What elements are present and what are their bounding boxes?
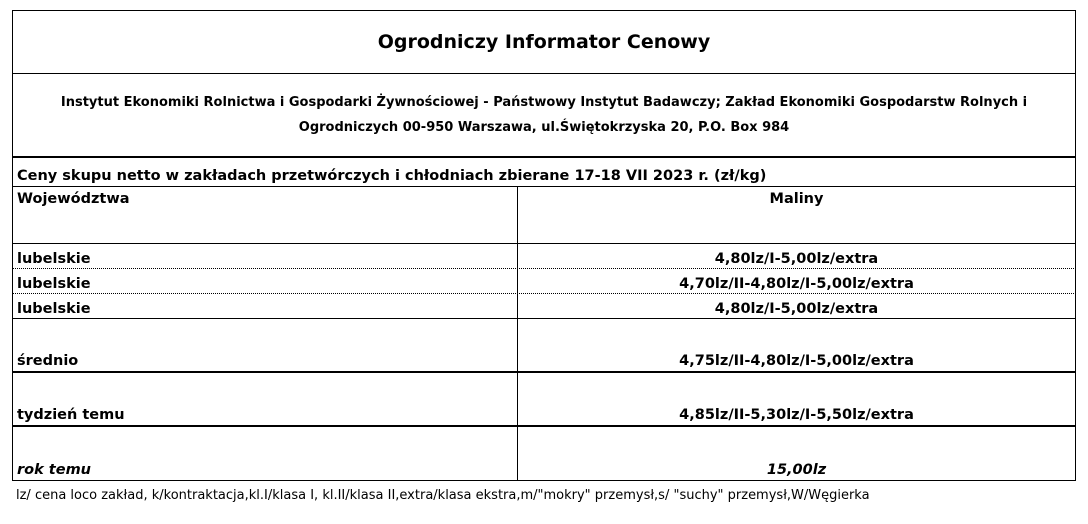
institute-line-2: Ogrodniczych 00-950 Warszawa, ul.Świętokrzyska 20, P.O. Box 984: [298, 120, 790, 135]
price-text: 4,80lz/I-5,00lz/extra: [714, 301, 879, 317]
table-row: [12, 269, 1076, 294]
region-text: lubelskie: [17, 276, 91, 292]
summary-label-cell: [13, 319, 518, 371]
summary-row-last-year: [12, 427, 1076, 481]
table-header-row: [12, 187, 1076, 244]
summary-price: 4,85lz/II-5,30lz/I-5,50lz/extra: [679, 407, 914, 423]
table-row: [12, 294, 1076, 319]
summary-row-last-week: [12, 373, 1076, 427]
region-text: lubelskie: [17, 301, 91, 317]
summary-price: 15,00lz: [766, 462, 827, 478]
summary-label: średnio: [17, 353, 79, 369]
price-cell: [518, 294, 1075, 318]
institute-info: [12, 74, 1076, 158]
region-text: lubelskie: [17, 251, 91, 267]
header-product: [518, 187, 1075, 243]
price-text: 4,70lz/II-4,80lz/I-5,00lz/extra: [679, 276, 914, 292]
institute-line-1: Instytut Ekonomiki Rolnictwa i Gospodarki Żywnościowej - Państwowy Instytut Badawczy; Zakład Ekonomiki Gospodarstw Rolnych i: [60, 95, 1028, 110]
price-text: 4,80lz/I-5,00lz/extra: [714, 251, 879, 267]
report-title: [12, 10, 1076, 74]
price-cell: [518, 269, 1075, 293]
table-row: [12, 244, 1076, 269]
summary-price: 4,75lz/II-4,80lz/I-5,00lz/extra: [679, 353, 914, 369]
summary-price-cell: [518, 319, 1075, 371]
summary-label: rok temu: [17, 462, 92, 478]
summary-label-cell: [13, 373, 518, 425]
summary-label: tydzień temu: [17, 407, 125, 423]
summary-row-average: [12, 319, 1076, 373]
table-caption-text: Ceny skupu netto w zakładach przetwórczych i chłodniach zbierane 17-18 VII 2023 r. (zł/kg): [17, 168, 767, 184]
region-cell: [13, 244, 518, 268]
summary-price-cell: [518, 427, 1075, 480]
header-product-text: Maliny: [769, 191, 824, 207]
table-caption: [12, 158, 1076, 187]
header-region: [13, 187, 518, 243]
price-report-sheet: [12, 10, 1076, 481]
header-region-text: Województwa: [17, 191, 130, 207]
legend-footnote: lz/ cena loco zakład, k/kontraktacja,kl.I/klasa I, kl.II/klasa II,extra/klasa ekstra,m/"mokry" przemysł,s/ "suchy" przemysł,W/Węgierka: [16, 488, 870, 503]
price-cell: [518, 244, 1075, 268]
report-title-text: Ogrodniczy Informator Cenowy: [377, 31, 711, 53]
summary-label-cell: [13, 427, 518, 480]
summary-price-cell: [518, 373, 1075, 425]
region-cell: [13, 269, 518, 293]
region-cell: [13, 294, 518, 318]
